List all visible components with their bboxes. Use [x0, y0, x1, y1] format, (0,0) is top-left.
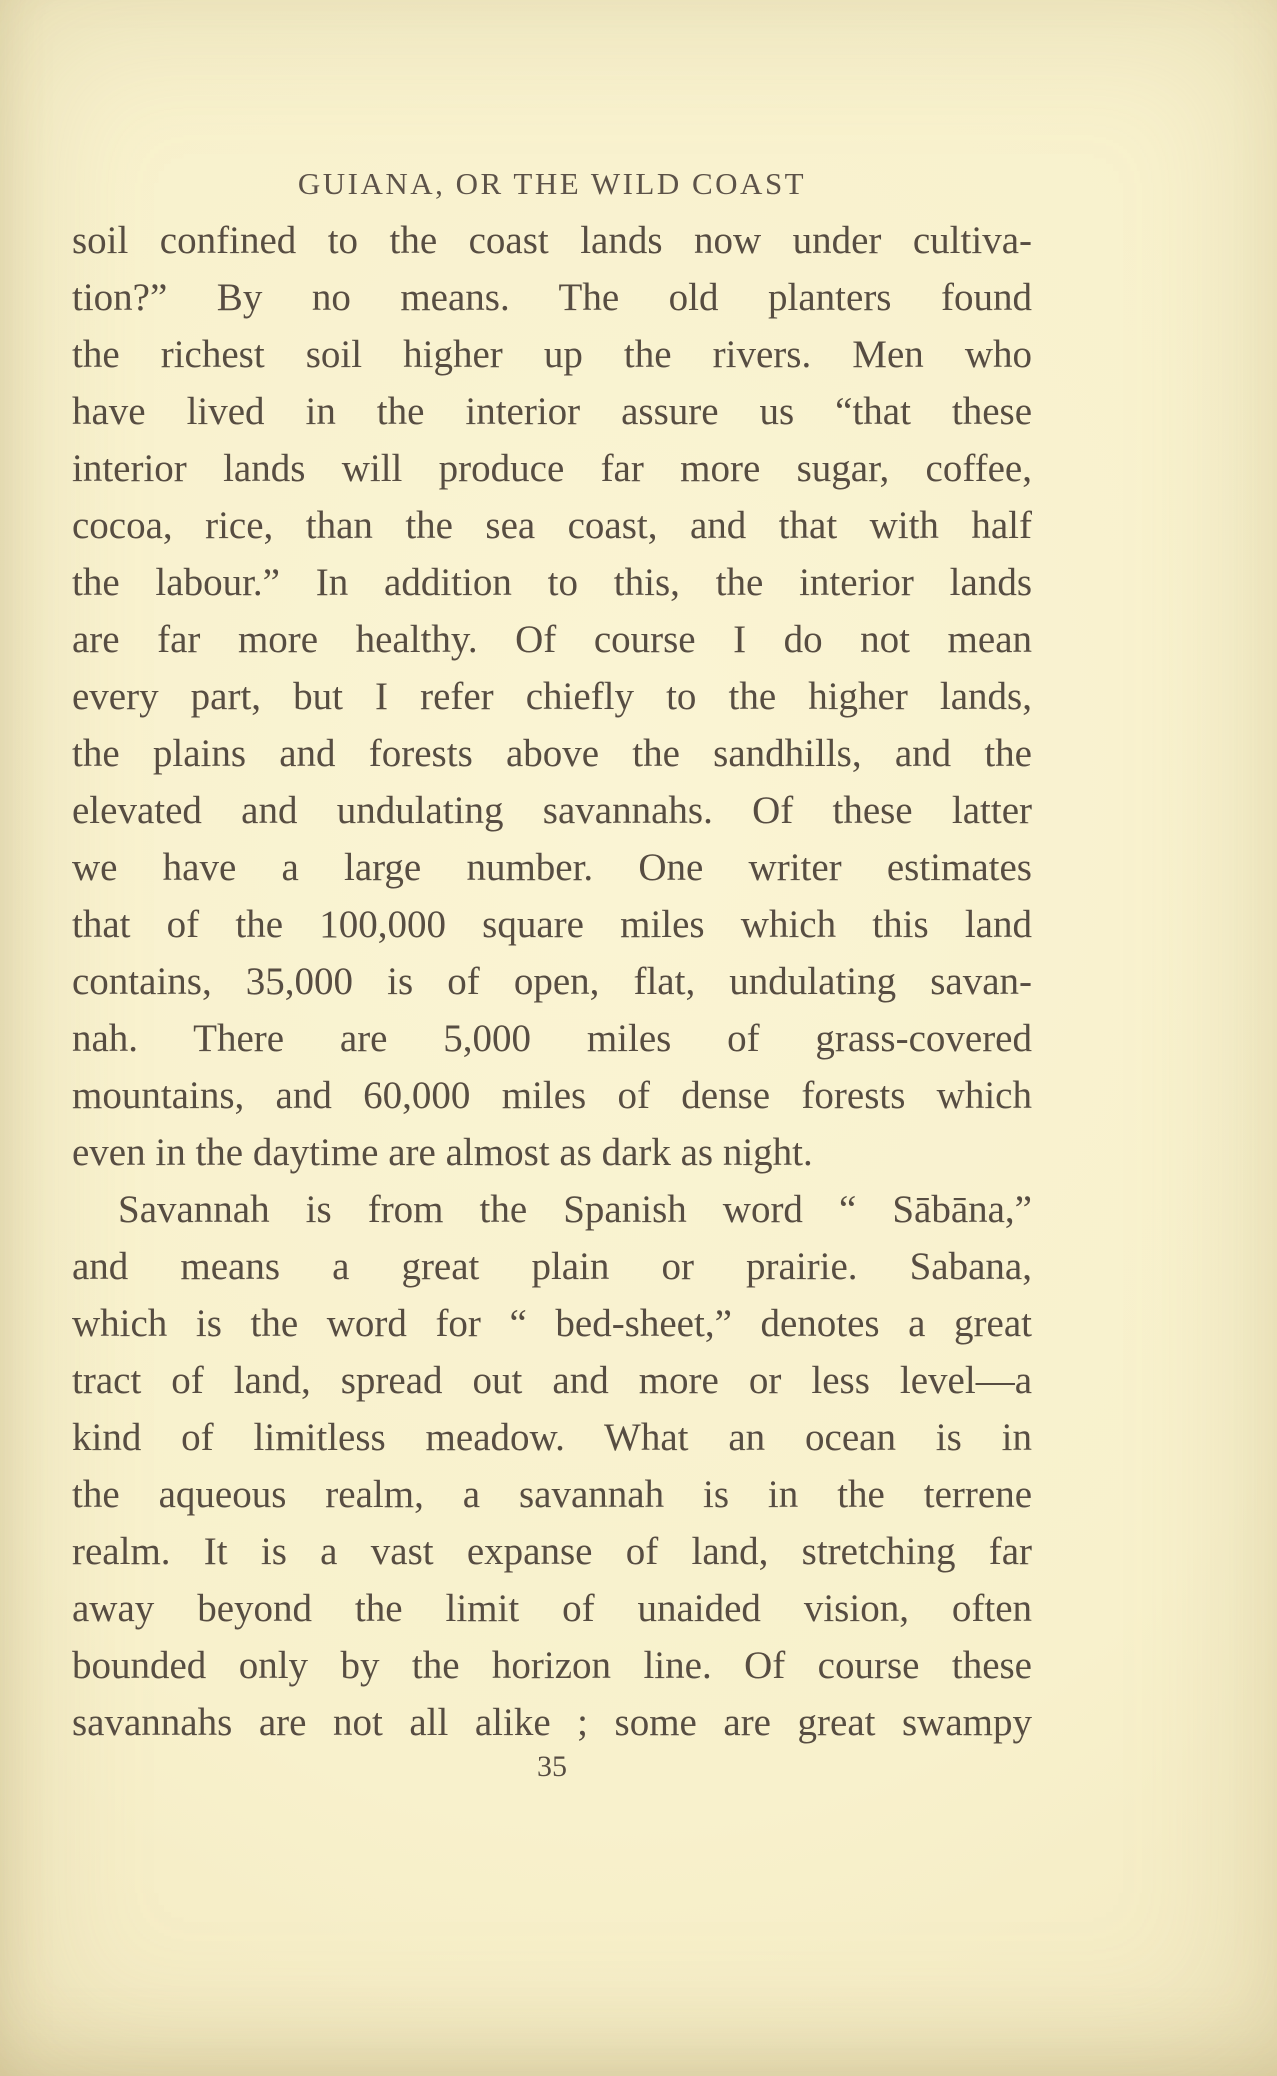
- text-line: elevated and undulating savannahs. Of these latter: [72, 789, 1032, 832]
- text-line-paragraph-start: Savannah is from the Spanish word “ Sābāna,”: [118, 1188, 1032, 1231]
- text-line: even in the daytime are almost as dark as night.: [72, 1131, 813, 1174]
- text-line: tion?” By no means. The old planters found: [72, 276, 1032, 319]
- text-line: which is the word for “ bed-sheet,” denotes a great: [72, 1302, 1032, 1345]
- text-line: and means a great plain or prairie. Sabana,: [72, 1245, 1032, 1288]
- page-number: 35: [537, 1750, 567, 1783]
- text-line: contains, 35,000 is of open, flat, undulating savan-: [72, 960, 1032, 1003]
- text-line: soil confined to the coast lands now under cultiva-: [72, 219, 1032, 262]
- text-line: realm. It is a vast expanse of land, stretching far: [72, 1530, 1032, 1573]
- text-line: that of the 100,000 square miles which this land: [72, 903, 1032, 946]
- text-line: are far more healthy. Of course I do not mean: [72, 618, 1032, 661]
- running-header: GUIANA, OR THE WILD COAST: [297, 166, 807, 201]
- body-text: [72, 212, 1032, 1751]
- text-line: savannahs are not all alike ; some are great swampy: [72, 1701, 1032, 1744]
- text-line: nah. There are 5,000 miles of grass-covered: [72, 1017, 1032, 1060]
- text-line: interior lands will produce far more sugar, coffee,: [72, 447, 1032, 490]
- text-line: every part, but I refer chiefly to the higher lands,: [72, 675, 1032, 718]
- text-line: the aqueous realm, a savannah is in the terrene: [72, 1473, 1032, 1516]
- text-line: mountains, and 60,000 miles of dense forests which: [72, 1074, 1032, 1117]
- text-line: we have a large number. One writer estimates: [72, 846, 1032, 889]
- text-line: kind of limitless meadow. What an ocean is in: [72, 1416, 1032, 1459]
- text-line: the plains and forests above the sandhills, and the: [72, 732, 1032, 775]
- text-line: away beyond the limit of unaided vision, often: [72, 1587, 1032, 1630]
- text-line: cocoa, rice, than the sea coast, and that with half: [72, 504, 1032, 547]
- text-line: tract of land, spread out and more or less level—a: [72, 1359, 1032, 1402]
- text-line: have lived in the interior assure us “that these: [72, 390, 1032, 433]
- text-line: bounded only by the horizon line. Of course these: [72, 1644, 1032, 1687]
- text-line: the richest soil higher up the rivers. Men who: [72, 333, 1032, 376]
- text-line: the labour.” In addition to this, the interior lands: [72, 561, 1032, 604]
